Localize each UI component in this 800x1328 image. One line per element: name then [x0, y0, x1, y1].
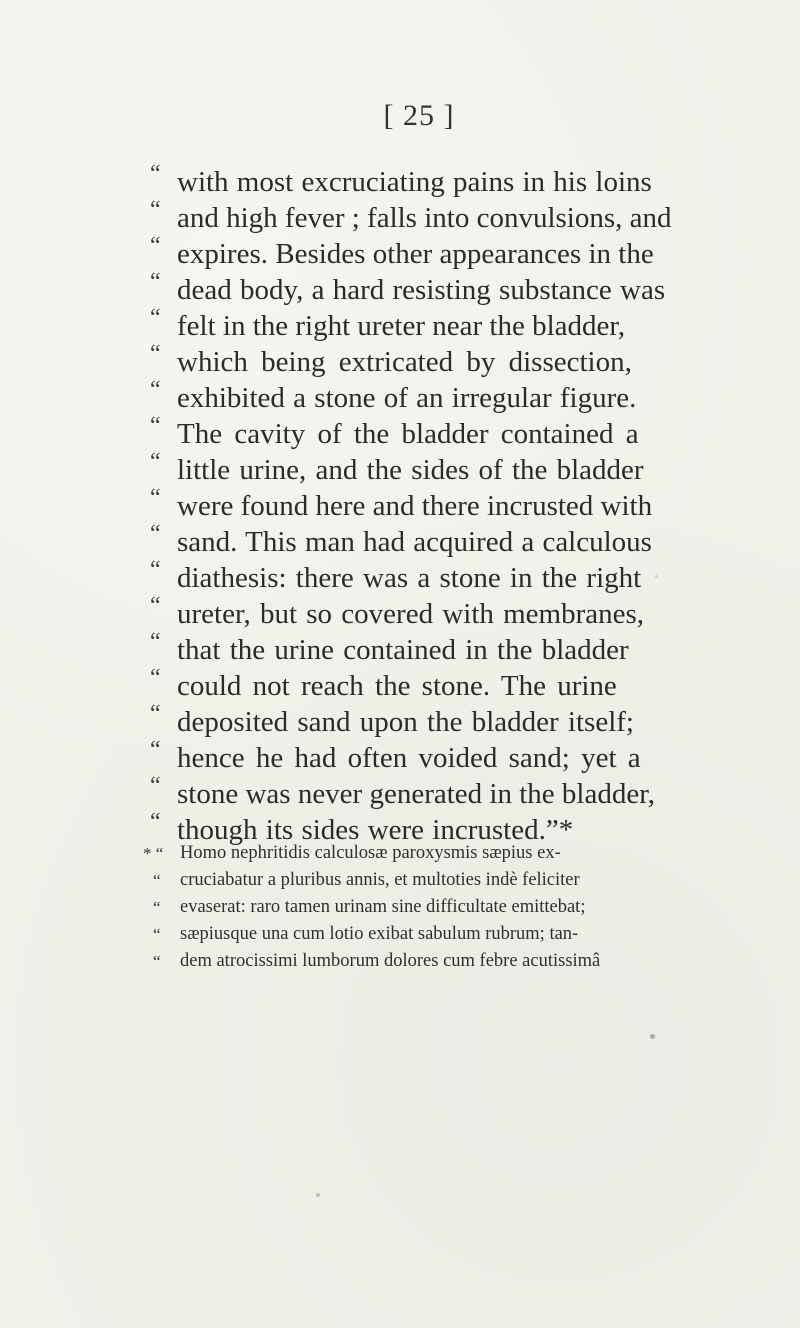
text-line-content: and high fever ; falls into convulsions, and	[177, 202, 672, 234]
footnote-line	[153, 894, 753, 921]
text-line-content: sand. This man had acquired a calculous	[177, 526, 652, 558]
print-speck	[316, 1193, 320, 1197]
opening-quote-mark: “	[153, 925, 161, 944]
text-line-content: hence he had often voided sand; yet a	[177, 742, 641, 774]
text-line-content: which being extricated by dissection,	[177, 346, 632, 378]
text-line-content: little urine, and the sides of the bladder	[177, 454, 644, 486]
footnote-line-content: Homo nephritidis calculosæ paroxysmis sæpius ex-	[180, 843, 561, 863]
opening-quote-mark: “	[150, 485, 161, 511]
opening-quote-mark: “	[150, 377, 161, 403]
text-line-content: ureter, but so covered with membranes,	[177, 598, 645, 630]
opening-quote-mark: “	[150, 197, 161, 223]
print-speck	[650, 1034, 655, 1039]
footnote-marker: * “	[143, 844, 164, 863]
opening-quote-mark: “	[150, 557, 161, 583]
footnote-line	[153, 867, 753, 894]
opening-quote-mark: “	[153, 871, 161, 890]
footnote-line-content: sæpiusque una cum lotio exibat sabulum rubrum; tan-	[180, 924, 579, 944]
opening-quote-mark: “	[150, 629, 161, 655]
page-number: [ 25 ]	[383, 99, 455, 132]
text-line-content: exhibited a stone of an irregular figure.	[177, 382, 637, 414]
text-line-content: felt in the right ureter near the bladder,	[177, 310, 626, 342]
opening-quote-mark: “	[153, 898, 161, 917]
opening-quote-mark: “	[150, 341, 161, 367]
footnote-line	[143, 840, 753, 867]
footnote-line	[153, 948, 753, 975]
opening-quote-mark: “	[150, 413, 161, 439]
print-speck	[655, 575, 658, 578]
text-line-content: diathesis: there was a stone in the right	[177, 562, 642, 594]
opening-quote-mark: “	[150, 305, 161, 331]
text-line-content: that the urine contained in the bladder	[177, 634, 629, 666]
text-line-content: deposited sand upon the bladder itself;	[177, 706, 634, 738]
text-line-content: could not reach the stone. The urine	[177, 670, 617, 702]
opening-quote-mark: “	[150, 161, 161, 187]
opening-quote-mark: “	[150, 593, 161, 619]
opening-quote-mark: “	[150, 269, 161, 295]
text-line-content: though its sides were incrusted.”*	[177, 814, 574, 846]
text-line-content: The cavity of the bladder contained a	[177, 418, 639, 450]
text-line-content: were found here and there incrusted with	[177, 490, 653, 522]
text-line-content: stone was never generated in the bladder,	[177, 778, 655, 810]
text-line-content: expires. Besides other appearances in the	[177, 238, 654, 270]
opening-quote-mark: “	[150, 701, 161, 727]
text-line-content: with most excruciating pains in his loins	[177, 166, 652, 198]
opening-quote-mark: “	[150, 809, 161, 835]
footnote-line	[153, 921, 753, 948]
footnote-line-content: dem atrocissimi lumborum dolores cum febre acutissimâ	[180, 951, 601, 971]
opening-quote-mark: “	[150, 737, 161, 763]
footnote-line-content: cruciabatur a pluribus annis, et multoties indè feliciter	[180, 870, 580, 890]
opening-quote-mark: “	[150, 773, 161, 799]
opening-quote-mark: “	[150, 233, 161, 259]
opening-quote-mark: “	[150, 665, 161, 691]
opening-quote-mark: “	[150, 449, 161, 475]
opening-quote-mark: “	[150, 521, 161, 547]
text-line-content: dead body, a hard resisting substance was	[177, 274, 666, 306]
footnote-line-content: evaserat: raro tamen urinam sine difficultate emittebat;	[180, 897, 586, 917]
opening-quote-mark: “	[153, 952, 161, 971]
